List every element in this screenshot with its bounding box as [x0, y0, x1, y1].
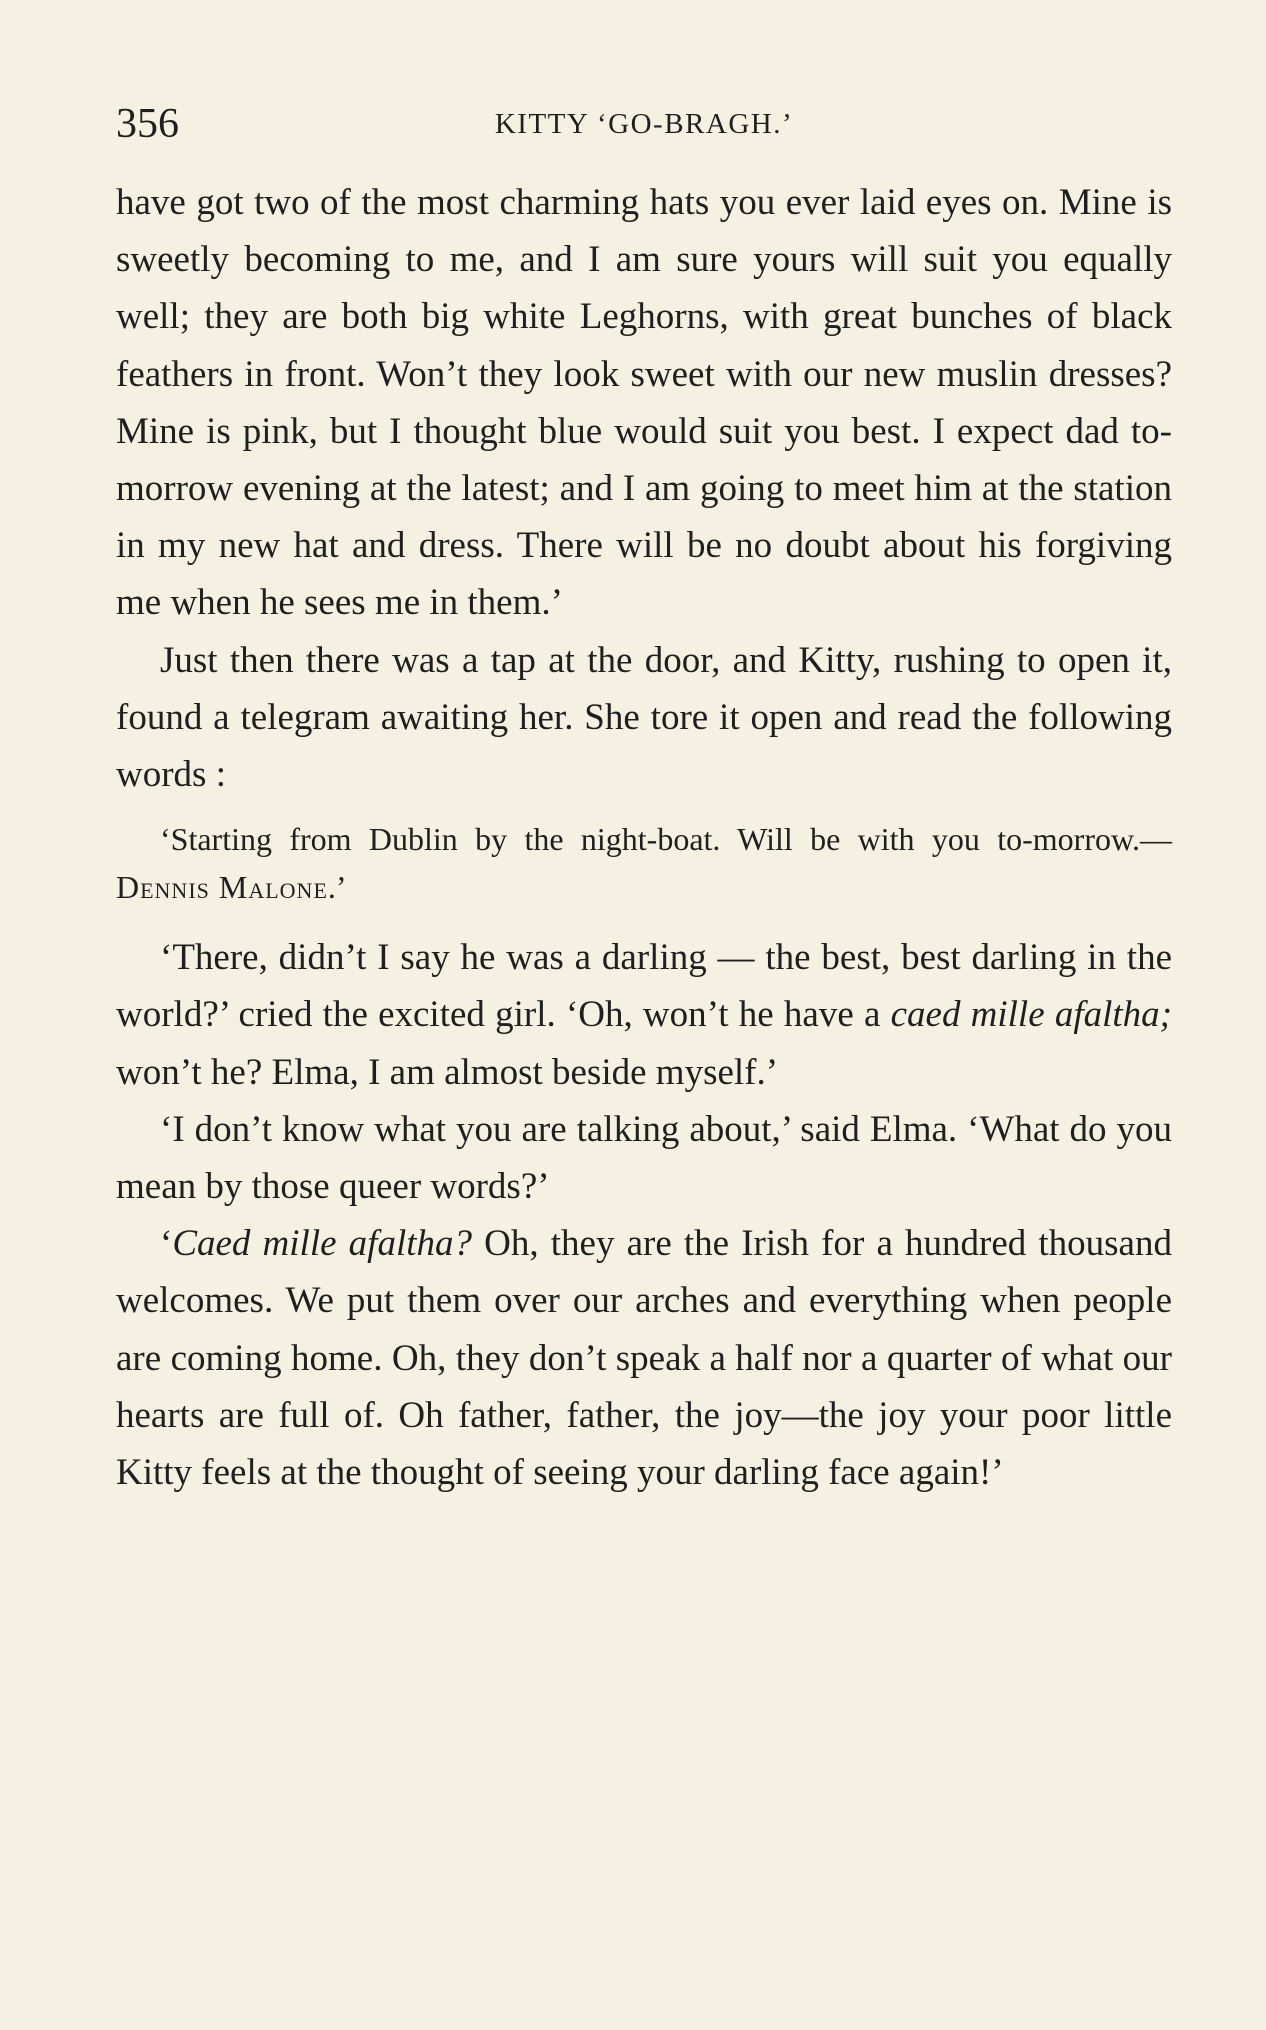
telegram-signature: Dennis Malone [116, 869, 328, 906]
paragraph-5-part-a: ‘ [160, 1223, 173, 1265]
paragraph-3 [116, 929, 1172, 1101]
paragraph-3-part-b: won’t he? Elma, I am almost beside myself.’ [116, 1051, 779, 1093]
irish-phrase-italic: caed mille afaltha; [890, 994, 1172, 1036]
paragraph-5-part-b: Oh, they are the Irish for a hundred thousand welcomes. We put them over our arches and everything when people are coming home. Oh, they don’t speak a half nor a quarter of what our hearts are full of. Oh father, father, the joy—the joy your poor little Kitty feels at the thought of seeing your darling face again!’ [116, 1223, 1172, 1494]
book-page [116, 94, 1172, 1501]
page-number: 356 [116, 101, 179, 147]
paragraph-2: Just then there was a tap at the door, and Kitty, rushing to open it, found a telegram awaiting her. She tore it open and read the following words : [116, 639, 1172, 796]
telegram-text [116, 815, 1172, 911]
paragraph-5 [116, 1215, 1172, 1501]
telegram-closing: .’ [327, 869, 347, 906]
body-text [116, 174, 1172, 1501]
page-header [116, 94, 1172, 154]
running-head: KITTY ‘GO-BRAGH.’ [494, 108, 794, 140]
irish-phrase-italic-2: Caed mille afaltha? [172, 1223, 473, 1265]
paragraph-3-part-a: ‘There, didn’t I say he was a darling — the best, best darling in the world?’ cried the excited girl. ‘Oh, won’t he have a [116, 937, 1172, 1036]
paragraph-4: ‘I don’t know what you are talking about,’ said Elma. ‘What do you mean by those queer words?’ [116, 1108, 1172, 1208]
telegram-message: ‘Starting from Dublin by the night-boat. Will be with you to-morrow.— [160, 821, 1172, 858]
paragraph-1: have got two of the most charming hats you ever laid eyes on. Mine is sweetly becoming to me, and I am sure yours will suit you equally well; they are both big white Leghorns, with great bunches of black feathers in front. Won’t they look sweet with our new muslin dresses? Mine is pink, but I thought blue would suit you best. I expect dad to-morrow evening at the latest; and I am going to meet him at the station in my new hat and dress. There will be no doubt about his forgiving me when he sees me in them.’ [116, 182, 1172, 624]
